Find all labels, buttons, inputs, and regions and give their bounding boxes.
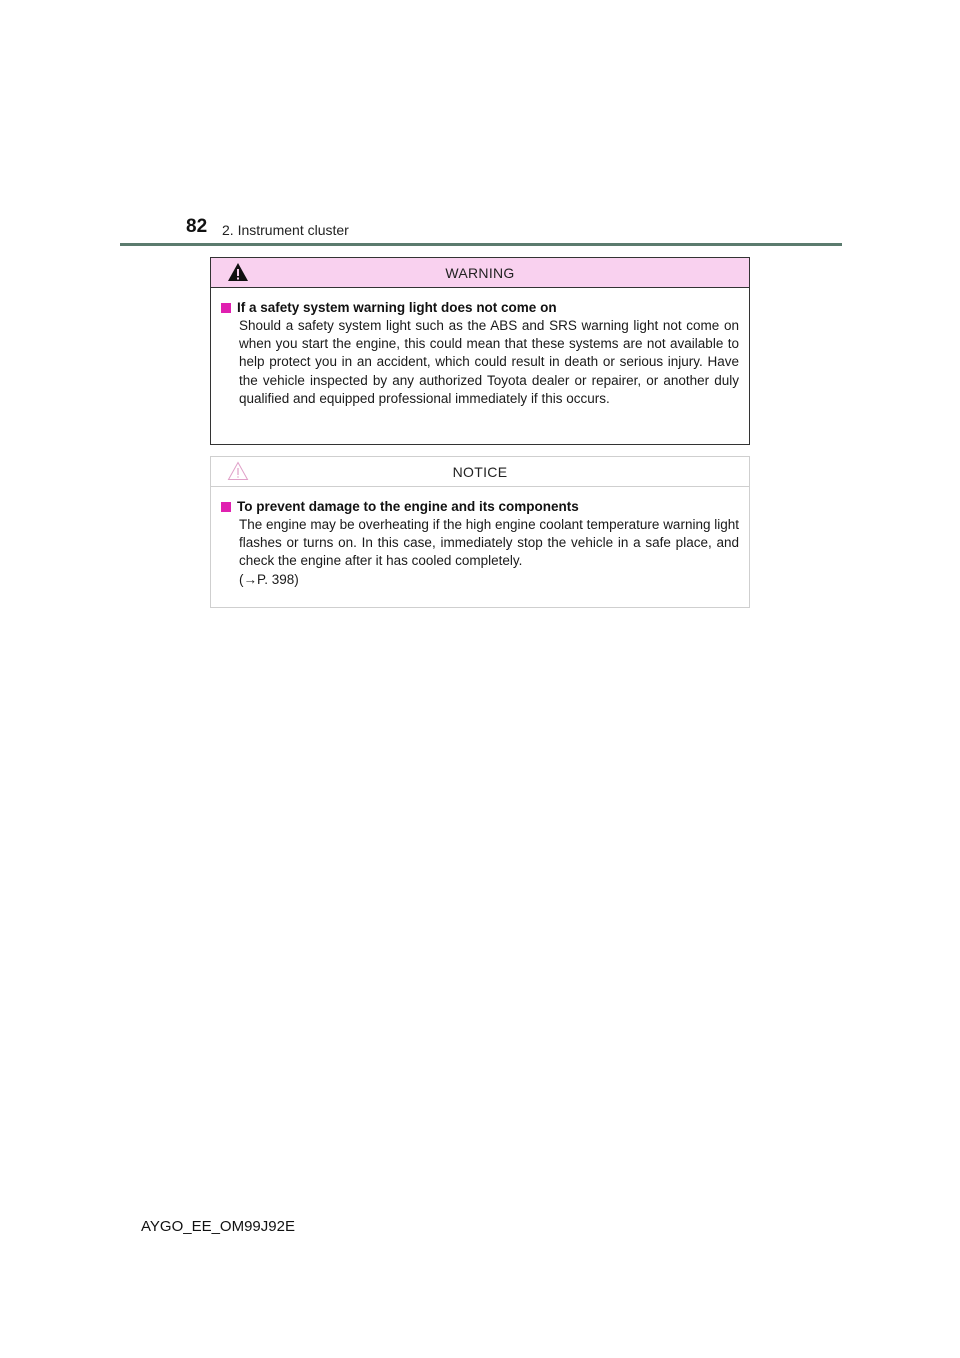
warning-header bbox=[211, 258, 749, 288]
warning-item-heading bbox=[221, 300, 739, 315]
notice-item-text bbox=[239, 516, 739, 589]
caution-triangle-outline-icon bbox=[227, 461, 249, 481]
square-bullet-icon bbox=[221, 502, 231, 512]
notice-text: The engine may be overheating if the high engine coolant temperature warning light flashes or turns on. In this case, immediately stop the vehicle in a safe place, and check the engine after it has cooled completely. bbox=[239, 517, 739, 569]
warning-label: WARNING bbox=[445, 264, 515, 281]
notice-item-heading bbox=[221, 499, 739, 514]
header-rule bbox=[120, 243, 842, 246]
warning-box bbox=[210, 257, 750, 445]
notice-heading-text: To prevent damage to the engine and its components bbox=[237, 499, 579, 514]
page-number: 82 bbox=[186, 216, 208, 237]
section-title: 2. Instrument cluster bbox=[222, 222, 349, 238]
notice-box bbox=[210, 456, 750, 608]
warning-body bbox=[211, 288, 749, 408]
notice-label: NOTICE bbox=[452, 463, 508, 480]
warning-item-text: Should a safety system light such as the ABS and SRS warning light not come on when you start the engine, this could mean that these systems are not available to help protect you in an accident, which could result in death or serious injury. Have the vehicle inspected by any authorized Toyota dealer or repairer, or another duly qualified and equipped professional immediately if this occurs. bbox=[239, 318, 739, 406]
square-bullet-icon bbox=[221, 303, 231, 313]
page-reference-link[interactable]: (→P. 398) bbox=[239, 571, 299, 587]
warning-triangle-icon bbox=[227, 262, 249, 282]
notice-body bbox=[211, 487, 749, 589]
warning-heading-text: If a safety system warning light does not come on bbox=[237, 300, 557, 315]
document-code: AYGO_EE_OM99J92E bbox=[141, 1218, 295, 1235]
notice-header bbox=[211, 457, 749, 487]
